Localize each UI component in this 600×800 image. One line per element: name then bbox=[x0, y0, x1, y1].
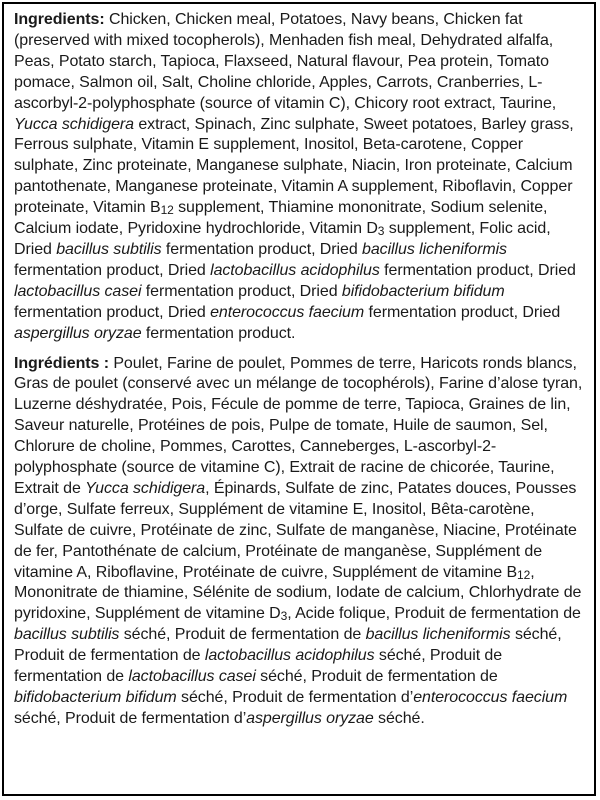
english-text-10: fermentation product, Dried bbox=[364, 303, 561, 321]
english-text-1: Chicken, Chicken meal, Potatoes, Navy beans, Chicken fat (preserved with mixed tocopherols), Menhaden fish meal, Dehydrated alfalfa, Peas, Potato starch, Tapioca, Flaxseed, Natural flavour, Pea protein, Tomato pomace, Salmon oil, Salt, Choline chloride, Apples, Carrots, Cranberries, L-ascorbyl-2-polyphosphate (source of vitamin C), Chicory root extract, Taurine, bbox=[14, 11, 557, 112]
english-text-2: extract, Spinach, Zinc sulphate, Sweet potatoes, Barley grass, Ferrous sulphate, Vitamin E supplement, Inositol, Beta-carotene, Copper sulphate, Zinc proteinate, Manganese sulphate, Niacin, Iron proteinate, Calcium pantothenate, Manganese proteinate, Vitamin A supplement, Riboflavin, Copper proteinate, Vitamin B bbox=[14, 115, 574, 217]
english-text-9: fermentation product, Dried bbox=[14, 303, 211, 321]
ingredients-french bbox=[14, 354, 584, 730]
english-bifidum: bifidobacterium bifidum bbox=[341, 282, 505, 300]
french-text-11: séché. bbox=[373, 709, 425, 727]
french-text-7: séché, Produit de fermentation de bbox=[14, 647, 503, 686]
english-faecium: enterococcus faecium bbox=[210, 303, 365, 321]
french-faecium: enterococcus faecium bbox=[413, 689, 568, 706]
ingredients-english bbox=[14, 10, 584, 345]
english-text-3: supplement, Thiamine mononitrate, Sodium selenite, Calcium iodate, Pyridoxine hydrochloride, Vitamin D bbox=[14, 199, 548, 238]
french-oryzae: aspergillus oryzae bbox=[246, 709, 374, 727]
english-text-4: supplement, Folic acid, Dried bbox=[14, 220, 551, 258]
french-b12-subscript: 12 bbox=[517, 567, 531, 582]
english-casei: lactobacillus casei bbox=[14, 282, 142, 300]
french-text-4: , Acide folique, Produit de fermentation de bbox=[287, 605, 581, 623]
french-text-6: séché, Produit de fermentation de bbox=[14, 626, 562, 665]
french-text-1: Poulet, Farine de poulet, Pommes de terre, Haricots ronds blancs, Gras de poulet (conservé avec un mélange de tocophérols), Farine d’alose tyran, Luzerne déshydratée, Pois, Fécule de pomme de terre, Tapioca, Graines de lin, Saveur naturelle, Protéines de pois, Pulpe de tomate, Huile de saumon, Sel, Chlorure de choline, Pommes, Carottes, Canneberges, L-ascorbyl-2-polyphosphate (source de vitamine C), Extrait de racine de chicorée, Taurine, Extrait de bbox=[14, 354, 583, 497]
english-text-7: fermentation product, Dried bbox=[379, 261, 576, 279]
english-subtilis: bacillus subtilis bbox=[56, 240, 162, 258]
french-yucca: Yucca schidigera bbox=[85, 479, 206, 497]
french-licheniformis: bacillus licheniformis bbox=[365, 626, 511, 644]
french-bifidum: bifidobacterium bifidum bbox=[14, 689, 177, 706]
english-text-6: fermentation product, Dried bbox=[14, 261, 211, 279]
french-text-3: , Mononitrate de thiamine, Sélénite de sodium, Iodate de calcium, Chlorhydrate de pyridoxine, Supplément de vitamine D bbox=[14, 563, 582, 623]
english-acidophilus: lactobacillus acidophilus bbox=[210, 261, 380, 279]
english-yucca: Yucca schidigera bbox=[14, 115, 134, 133]
english-b12-subscript: 12 bbox=[160, 203, 174, 218]
english-text-5: fermentation product, Dried bbox=[161, 240, 363, 258]
french-text-5: séché, Produit de fermentation de bbox=[119, 626, 366, 644]
french-text-8: séché, Produit de fermentation de bbox=[255, 668, 498, 686]
french-subtilis: bacillus subtilis bbox=[14, 626, 120, 644]
french-casei: lactobacillus casei bbox=[128, 668, 256, 686]
french-heading: Ingrédients : bbox=[14, 354, 109, 372]
english-text-8: fermentation product, Dried bbox=[141, 282, 342, 300]
english-heading: Ingredients: bbox=[14, 11, 105, 28]
english-d3-subscript: 3 bbox=[377, 224, 385, 239]
english-oryzae: aspergillus oryzae bbox=[14, 324, 142, 342]
ingredients-panel bbox=[2, 2, 596, 796]
french-d3-subscript: 3 bbox=[280, 609, 288, 624]
english-text-11: fermentation product. bbox=[141, 324, 296, 342]
english-licheniformis: bacillus licheniformis bbox=[362, 240, 507, 258]
french-acidophilus: lactobacillus acidophilus bbox=[204, 647, 375, 665]
french-text-2: , Épinards, Sulfate de zinc, Patates douces, Pousses d’orge, Sulfate ferreux, Supplément de vitamine E, Inositol, Bêta-carotène, Sulfate de cuivre, Protéinate de zinc, Sulfate de manganèse, Niacine, Protéinate de fer, Pantothénate de calcium, Protéinate de manganèse, Supplément de vitamine A, Riboflavine, Protéinate de cuivre, Supplément de vitamine B bbox=[14, 479, 577, 581]
french-text-9: séché, Produit de fermentation d’ bbox=[176, 689, 414, 706]
french-text-10: séché, Produit de fermentation d’ bbox=[14, 709, 247, 727]
